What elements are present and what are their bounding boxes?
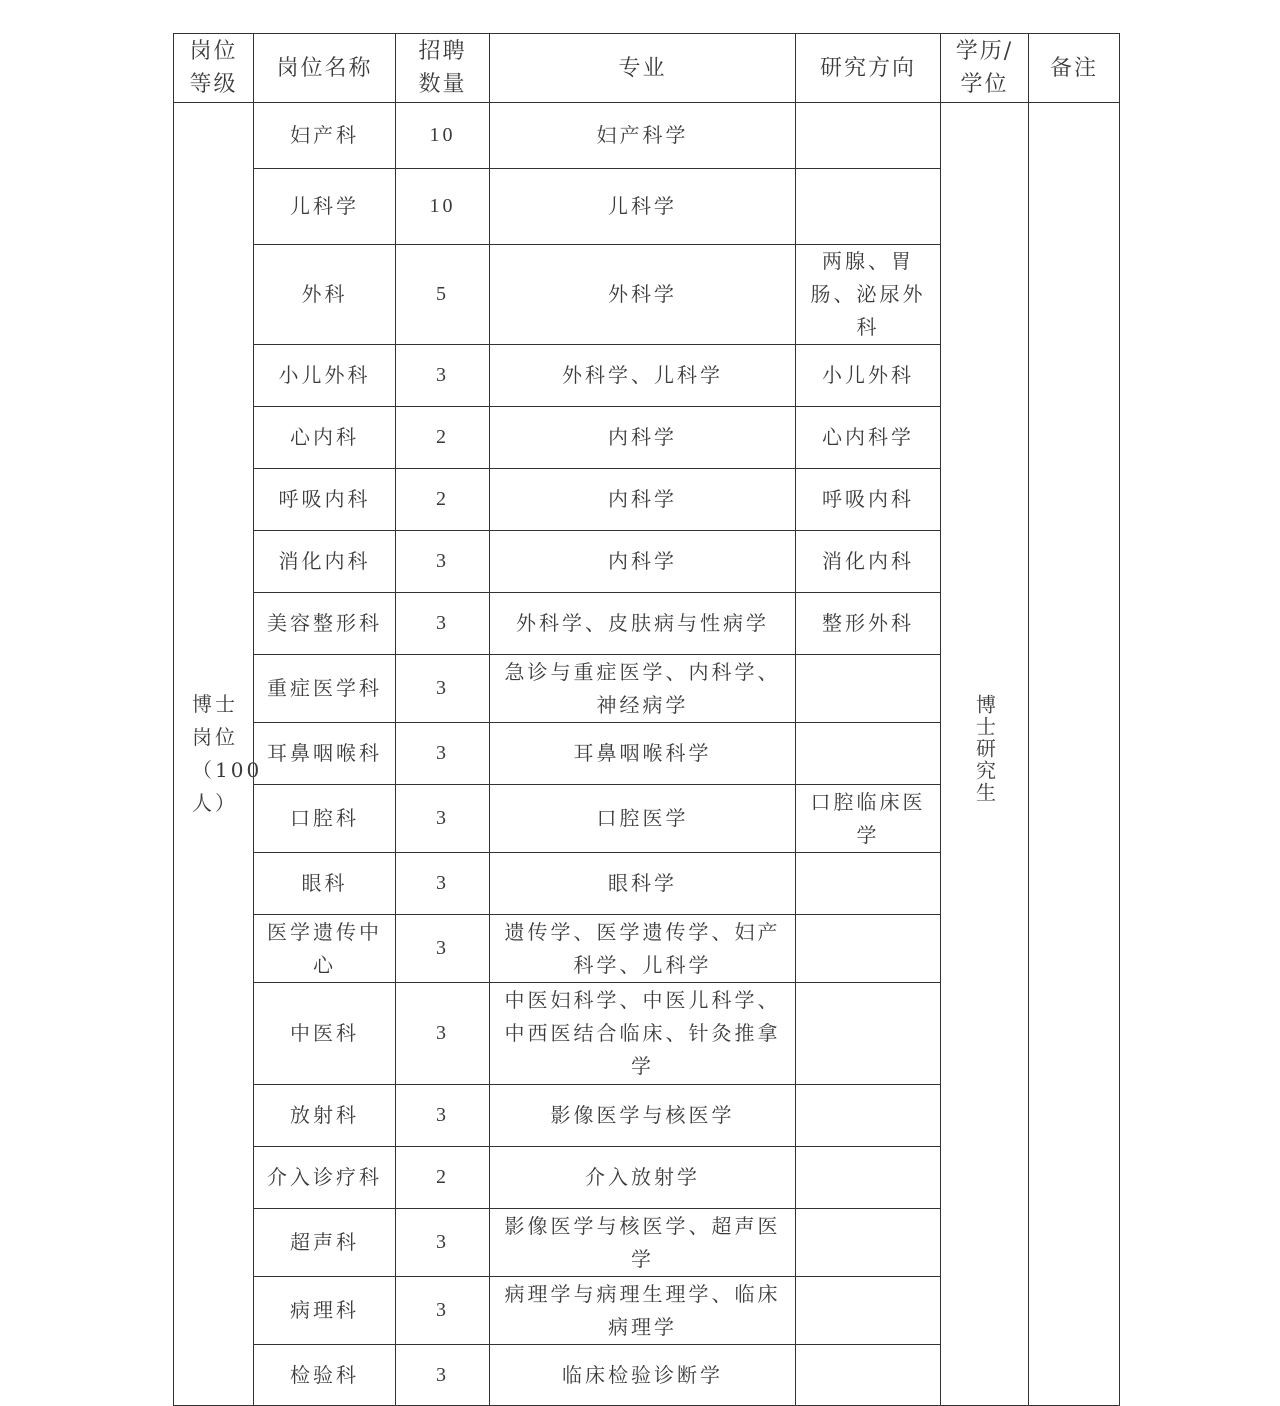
research-direction	[796, 1085, 941, 1147]
research-direction	[796, 723, 941, 785]
research-direction: 两腺、胃肠、泌尿外科	[796, 245, 941, 345]
degree-cell: 博士研究生	[941, 103, 1029, 1406]
research-direction	[796, 853, 941, 915]
headcount: 3	[396, 531, 490, 593]
headcount: 2	[396, 469, 490, 531]
table-row	[174, 103, 1120, 169]
position-name: 小儿外科	[254, 345, 396, 407]
major: 外科学	[490, 245, 796, 345]
position-name: 外科	[254, 245, 396, 345]
research-direction	[796, 1345, 941, 1406]
header-count: 招聘 数量	[396, 34, 490, 103]
header-direction: 研究方向	[796, 34, 941, 103]
headcount: 5	[396, 245, 490, 345]
major: 眼科学	[490, 853, 796, 915]
major: 急诊与重症医学、内科学、神经病学	[490, 655, 796, 723]
headcount: 3	[396, 983, 490, 1085]
position-name: 口腔科	[254, 785, 396, 853]
header-degree: 学历/ 学位	[941, 34, 1029, 103]
header-major: 专业	[490, 34, 796, 103]
header-row	[174, 34, 1120, 103]
headcount: 3	[396, 345, 490, 407]
research-direction: 整形外科	[796, 593, 941, 655]
position-name: 心内科	[254, 407, 396, 469]
headcount: 3	[396, 655, 490, 723]
research-direction	[796, 1277, 941, 1345]
headcount: 2	[396, 1147, 490, 1209]
position-name: 超声科	[254, 1209, 396, 1277]
major: 介入放射学	[490, 1147, 796, 1209]
position-name: 妇产科	[254, 103, 396, 169]
major: 外科学、儿科学	[490, 345, 796, 407]
headcount: 3	[396, 593, 490, 655]
position-name: 放射科	[254, 1085, 396, 1147]
research-direction	[796, 169, 941, 245]
major: 内科学	[490, 407, 796, 469]
recruitment-table	[173, 33, 1120, 1406]
major: 耳鼻咽喉科学	[490, 723, 796, 785]
position-name: 医学遗传中心	[254, 915, 396, 983]
major: 外科学、皮肤病与性病学	[490, 593, 796, 655]
research-direction: 消化内科	[796, 531, 941, 593]
position-name: 检验科	[254, 1345, 396, 1406]
headcount: 3	[396, 1209, 490, 1277]
headcount: 10	[396, 169, 490, 245]
research-direction	[796, 103, 941, 169]
position-name: 呼吸内科	[254, 469, 396, 531]
research-direction: 呼吸内科	[796, 469, 941, 531]
major: 影像医学与核医学、超声医学	[490, 1209, 796, 1277]
headcount: 3	[396, 723, 490, 785]
major: 内科学	[490, 469, 796, 531]
header-name: 岗位名称	[254, 34, 396, 103]
major: 儿科学	[490, 169, 796, 245]
position-name: 重症医学科	[254, 655, 396, 723]
research-direction	[796, 915, 941, 983]
research-direction	[796, 983, 941, 1085]
headcount: 10	[396, 103, 490, 169]
grade-cell: 博士 岗位 （100 人）	[174, 103, 254, 1406]
research-direction: 口腔临床医学	[796, 785, 941, 853]
position-name: 美容整形科	[254, 593, 396, 655]
headcount: 2	[396, 407, 490, 469]
position-name: 耳鼻咽喉科	[254, 723, 396, 785]
position-name: 消化内科	[254, 531, 396, 593]
major: 中医妇科学、中医儿科学、中西医结合临床、针灸推拿学	[490, 983, 796, 1085]
major: 病理学与病理生理学、临床病理学	[490, 1277, 796, 1345]
headcount: 3	[396, 915, 490, 983]
major: 口腔医学	[490, 785, 796, 853]
position-name: 儿科学	[254, 169, 396, 245]
research-direction	[796, 1147, 941, 1209]
headcount: 3	[396, 1345, 490, 1406]
research-direction	[796, 655, 941, 723]
research-direction: 心内科学	[796, 407, 941, 469]
header-remark: 备注	[1029, 34, 1120, 103]
headcount: 3	[396, 1085, 490, 1147]
research-direction: 小儿外科	[796, 345, 941, 407]
position-name: 中医科	[254, 983, 396, 1085]
position-name: 眼科	[254, 853, 396, 915]
research-direction	[796, 1209, 941, 1277]
remark-cell	[1029, 103, 1120, 1406]
header-grade: 岗位 等级	[174, 34, 254, 103]
major: 妇产科学	[490, 103, 796, 169]
major: 遗传学、医学遗传学、妇产科学、儿科学	[490, 915, 796, 983]
major: 临床检验诊断学	[490, 1345, 796, 1406]
headcount: 3	[396, 1277, 490, 1345]
position-name: 病理科	[254, 1277, 396, 1345]
headcount: 3	[396, 853, 490, 915]
position-name: 介入诊疗科	[254, 1147, 396, 1209]
major: 影像医学与核医学	[490, 1085, 796, 1147]
major: 内科学	[490, 531, 796, 593]
headcount: 3	[396, 785, 490, 853]
